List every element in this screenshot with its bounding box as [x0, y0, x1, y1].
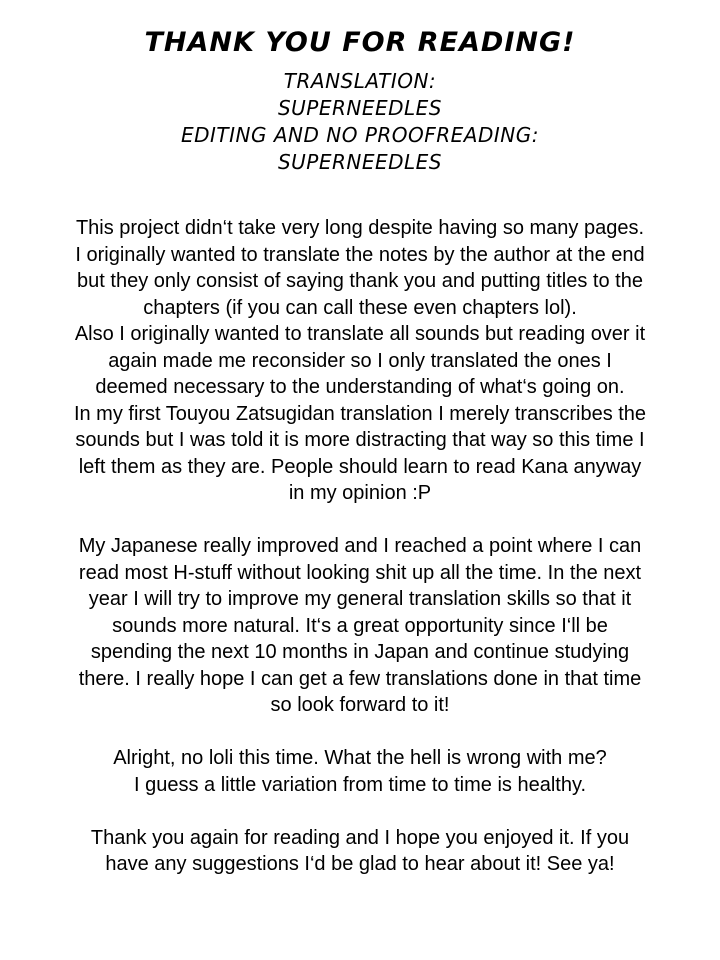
text-line: again made me reconsider so I only translated the ones I: [108, 349, 612, 372]
editing-label: EDITING AND NO PROOFREADING:: [181, 123, 539, 147]
paragraph-1: [20, 215, 700, 507]
text-line: read most H-stuff without looking shit up all the time. In the next: [78, 561, 642, 584]
text-line: Alright, no loli this time. What the hell is wrong with me?: [113, 747, 607, 769]
paragraph-gap: [20, 719, 700, 746]
credits-block: [0, 68, 720, 176]
paragraph-4: [20, 825, 700, 878]
text-line: Thank you again for reading and I hope you enjoyed it. If you: [90, 826, 630, 849]
text-line: sounds but I was told it is more distracting that way so this time I: [75, 429, 645, 451]
text-line: I guess a little variation from time to time is healthy.: [133, 773, 587, 796]
text-line: chapters (if you can call these even chapters lol).: [143, 296, 577, 319]
text-line: I originally wanted to translate the notes by the author at the end: [75, 243, 645, 266]
paragraph-gap: [20, 507, 700, 534]
text-line: deemed necessary to the understanding of what‘s going on.: [95, 376, 625, 398]
paragraph-gap: [20, 798, 700, 825]
text-line: spending the next 10 months in Japan and continue studying: [90, 641, 630, 663]
editor-name: SUPERNEEDLES: [277, 150, 443, 174]
text-line: Also I originally wanted to translate all sounds but reading over it: [74, 323, 646, 345]
text-line: In my first Touyou Zatsugidan translation I merely transcribes the: [73, 402, 647, 425]
text-line: year I will try to improve my general translation skills so that it: [88, 588, 632, 610]
text-line: This project didn‘t take very long despite having so many pages.: [75, 217, 645, 239]
paragraph-2: [20, 533, 700, 719]
text-line: but they only consist of saying thank you and putting titles to the: [77, 270, 643, 292]
afterword-text: [20, 215, 700, 878]
text-line: have any suggestions I‘d be glad to hear about it! See ya!: [105, 853, 615, 875]
paragraph-3: [20, 745, 700, 798]
translator-name: SUPERNEEDLES: [277, 96, 443, 120]
page-title: THANK YOU FOR READING!: [144, 27, 576, 58]
text-line: left them as they are. People should learn to read Kana anyway: [78, 455, 642, 478]
text-line: sounds more natural. It‘s a great opportunity since I‘ll be: [112, 614, 608, 637]
translation-label: TRANSLATION:: [283, 69, 437, 93]
text-line: there. I really hope I can get a few translations done in that time: [78, 667, 642, 690]
text-line: My Japanese really improved and I reached a point where I can: [78, 535, 642, 557]
text-line: so look forward to it!: [270, 694, 450, 716]
text-line: in my opinion :P: [288, 482, 432, 504]
